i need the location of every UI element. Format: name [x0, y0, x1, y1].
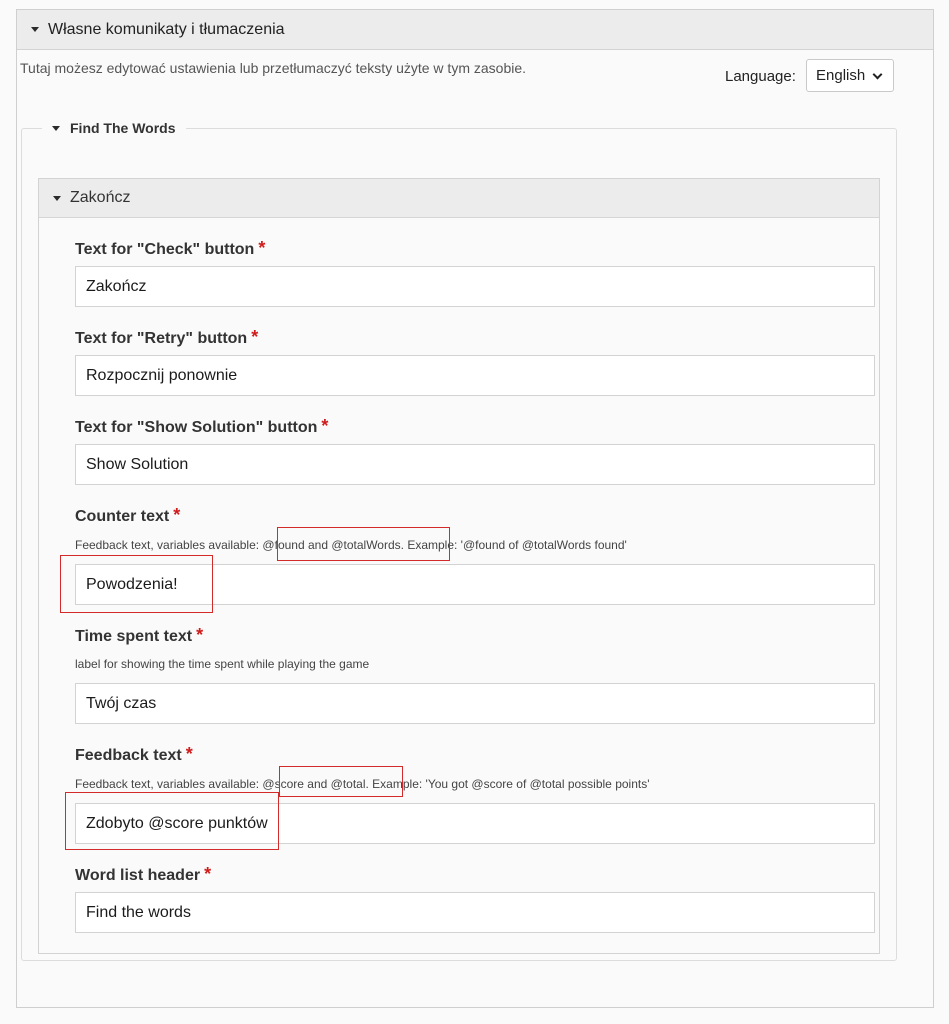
language-label: Language: [725, 68, 796, 85]
counter-text-description: Feedback text, variables available: @found and @totalWords. Example: '@found of @totalWords found' [75, 538, 627, 552]
language-selected-value: English [816, 67, 866, 84]
field-label-text: Counter text [75, 508, 170, 525]
required-marker: * [258, 238, 266, 258]
retry-button-text-input[interactable]: Rozpocznij ponownie [75, 355, 875, 396]
required-marker: * [173, 505, 181, 525]
feedback-text-label [75, 744, 193, 765]
word-list-header-input[interactable]: Find the words [75, 892, 875, 933]
field-label-text: Text for "Check" button [75, 241, 255, 258]
field-label-text: Time spent text [75, 628, 193, 645]
retry-button-text-label [75, 327, 258, 348]
caret-down-icon [52, 126, 60, 131]
language-select[interactable] [806, 59, 894, 92]
field-label-text: Text for "Show Solution" button [75, 419, 318, 436]
field-label-text: Feedback text [75, 747, 182, 764]
time-spent-text-description: label for showing the time spent while playing the game [75, 657, 370, 671]
required-marker: * [204, 864, 212, 884]
show-solution-text-input[interactable]: Show Solution [75, 444, 875, 485]
feedback-text-input[interactable]: Zdobyto @score punktów [75, 803, 875, 844]
check-button-text-label [75, 238, 265, 259]
required-marker: * [251, 327, 259, 347]
zakoncz-group-header[interactable] [39, 179, 879, 218]
counter-text-label [75, 505, 180, 526]
fieldset-legend[interactable] [42, 120, 186, 136]
group-title: Zakończ [70, 189, 131, 206]
caret-down-icon [31, 27, 39, 32]
time-spent-text-label [75, 625, 203, 646]
panel-title: Własne komunikaty i tłumaczenia [48, 20, 285, 38]
required-marker: * [185, 744, 193, 764]
show-solution-text-label [75, 416, 328, 437]
translations-panel-header[interactable] [17, 10, 933, 50]
required-marker: * [196, 625, 204, 645]
fieldset-legend-label: Find The Words [70, 120, 176, 136]
intro-text: Tutaj możesz edytować ustawienia lub przetłumaczyć teksty użyte w tym zasobie. [20, 60, 527, 76]
field-label-text: Word list header [75, 867, 201, 884]
feedback-text-description: Feedback text, variables available: @score and @total. Example: 'You got @score of @total possible points' [75, 777, 650, 791]
time-spent-text-input[interactable]: Twój czas [75, 683, 875, 724]
check-button-text-input[interactable]: Zakończ [75, 266, 875, 307]
word-list-header-label [75, 864, 211, 885]
chevron-down-icon [873, 70, 883, 80]
caret-down-icon [53, 196, 61, 201]
required-marker: * [321, 416, 329, 436]
field-label-text: Text for "Retry" button [75, 330, 248, 347]
counter-text-input[interactable]: Powodzenia! [75, 564, 875, 605]
